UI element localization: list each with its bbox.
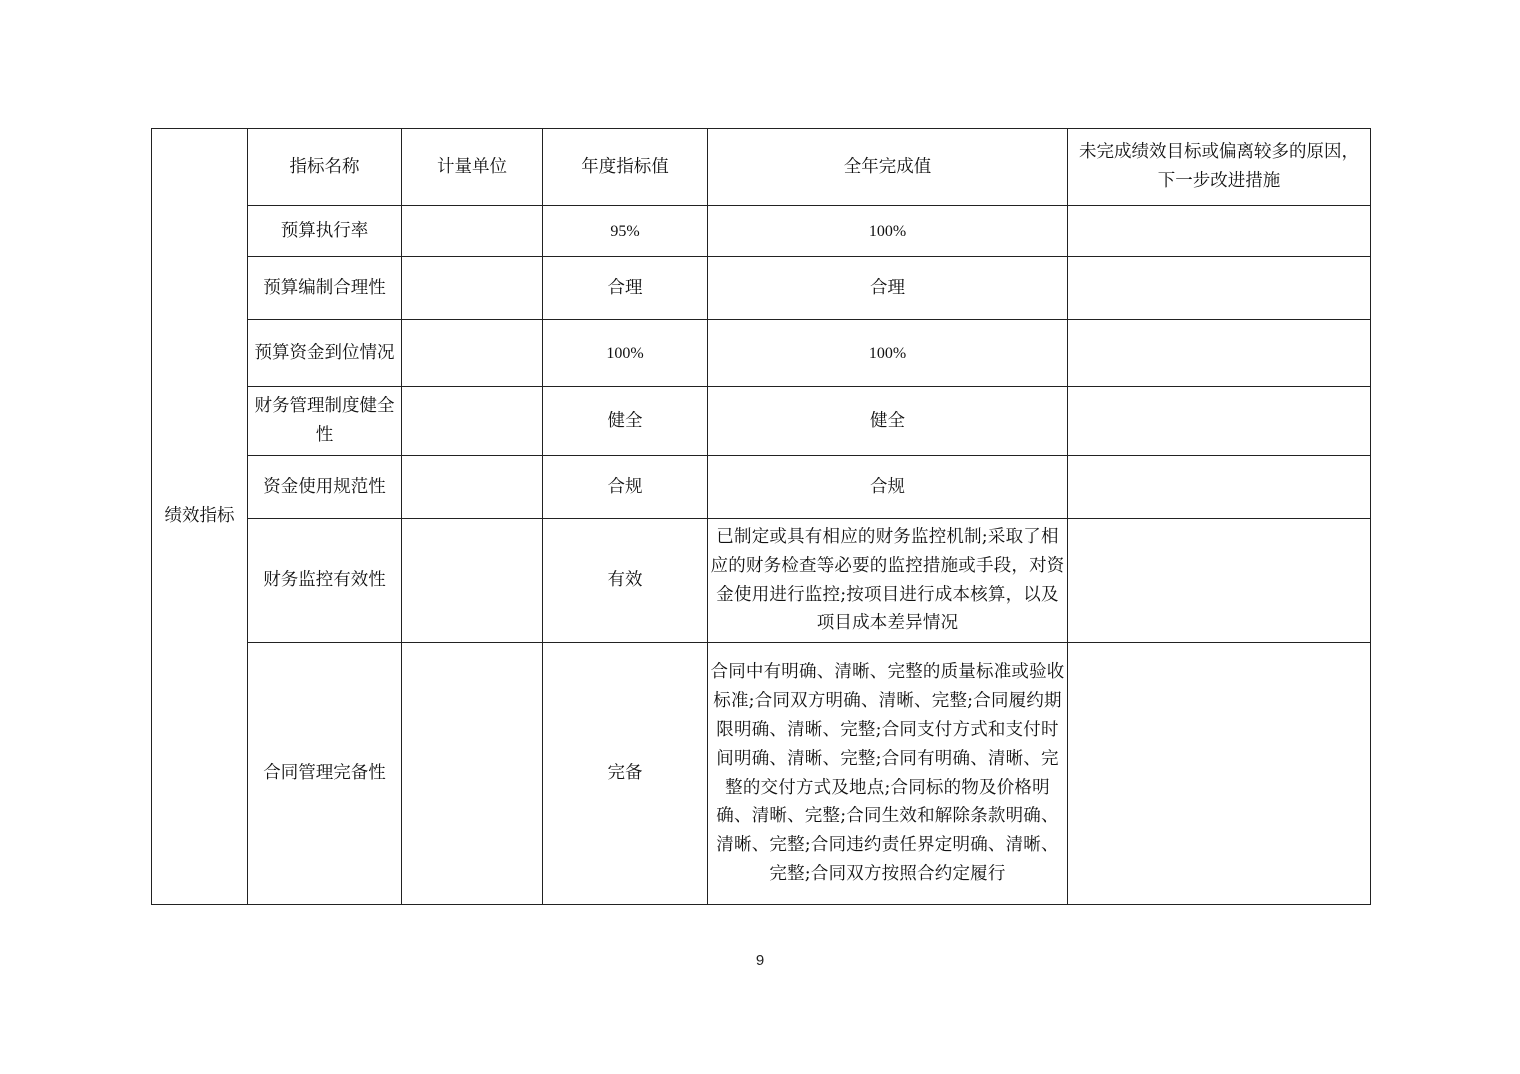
header-annual-actual: 全年完成值 <box>708 129 1068 206</box>
category-cell: 绩效指标 <box>152 129 248 905</box>
header-row <box>152 129 1371 206</box>
row-unit <box>402 643 543 905</box>
table-row <box>152 206 1371 257</box>
header-unit: 计量单位 <box>402 129 543 206</box>
row-actual: 合理 <box>708 257 1068 320</box>
row-target: 健全 <box>543 387 708 456</box>
row-indicator-name: 预算资金到位情况 <box>248 320 402 387</box>
table-row <box>152 387 1371 456</box>
row-target: 合理 <box>543 257 708 320</box>
header-reason: 未完成绩效目标或偏离较多的原因，下一步改进措施 <box>1068 129 1371 206</box>
row-reason <box>1068 257 1371 320</box>
row-actual: 已制定或具有相应的财务监控机制;采取了相应的财务检查等必要的监控措施或手段，对资金使用进行监控;按项目进行成本核算，以及项目成本差异情况 <box>708 519 1068 643</box>
table-row <box>152 257 1371 320</box>
table-row <box>152 456 1371 519</box>
performance-indicator-table <box>151 128 1371 905</box>
row-reason <box>1068 643 1371 905</box>
row-unit <box>402 387 543 456</box>
row-target: 95% <box>543 206 708 257</box>
row-actual: 100% <box>708 320 1068 387</box>
row-unit <box>402 519 543 643</box>
row-indicator-name: 预算执行率 <box>248 206 402 257</box>
row-indicator-name: 财务监控有效性 <box>248 519 402 643</box>
row-indicator-name: 合同管理完备性 <box>248 643 402 905</box>
row-indicator-name: 财务管理制度健全性 <box>248 387 402 456</box>
row-unit <box>402 206 543 257</box>
row-reason <box>1068 519 1371 643</box>
row-target: 100% <box>543 320 708 387</box>
row-reason <box>1068 456 1371 519</box>
row-target: 合规 <box>543 456 708 519</box>
row-actual: 健全 <box>708 387 1068 456</box>
row-actual: 合同中有明确、清晰、完整的质量标准或验收标准;合同双方明确、清晰、完整;合同履约期限明确、清晰、完整;合同支付方式和支付时间明确、清晰、完整;合同有明确、清晰、完整的交付方式及地点;合同标的物及价格明确、清晰、完整;合同生效和解除条款明确、清晰、完整;合同违约责任界定明确、清晰、完整;合同双方按照合约定履行 <box>708 643 1068 905</box>
row-reason <box>1068 206 1371 257</box>
row-unit <box>402 456 543 519</box>
row-indicator-name: 资金使用规范性 <box>248 456 402 519</box>
row-unit <box>402 320 543 387</box>
row-target: 完备 <box>543 643 708 905</box>
row-unit <box>402 257 543 320</box>
page-number: 9 <box>755 952 765 969</box>
table-row <box>152 643 1371 905</box>
row-indicator-name: 预算编制合理性 <box>248 257 402 320</box>
row-target: 有效 <box>543 519 708 643</box>
header-indicator-name: 指标名称 <box>248 129 402 206</box>
row-reason <box>1068 387 1371 456</box>
table-row <box>152 320 1371 387</box>
table-row <box>152 519 1371 643</box>
header-annual-target: 年度指标值 <box>543 129 708 206</box>
row-reason <box>1068 320 1371 387</box>
row-actual: 100% <box>708 206 1068 257</box>
row-actual: 合规 <box>708 456 1068 519</box>
